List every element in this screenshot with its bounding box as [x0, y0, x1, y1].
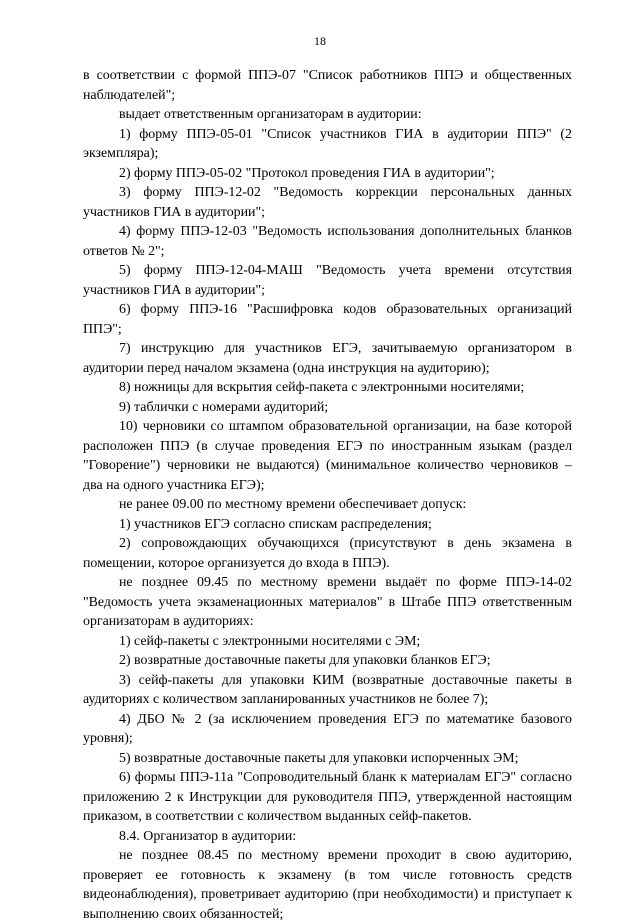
paragraph-staff-list: в соответствии с формой ППЭ-07 "Список работников ППЭ и общественных наблюдателей";	[83, 68, 572, 103]
list-item-materials-2: 2) возвратные доставочные пакеты для упаковки бланков ЕГЭ;	[119, 653, 491, 668]
list-item-6-form-16: 6) форму ППЭ-16 "Расшифровка кодов образовательных организаций ППЭ";	[83, 302, 572, 337]
list-item-10-drafts: 10) черновики со штампом образовательной организации, на базе которой расположен ППЭ (в случае проведения ЕГЭ по иностранным языкам (раздел "Говорение") черновики не выдаются) (минимальное количество черновиков – два на одного участника ЕГЭ);	[83, 419, 572, 493]
list-item-materials-4: 4) ДБО № 2 (за исключением проведения ЕГЭ по математике базового уровня);	[83, 711, 572, 746]
document-body	[83, 66, 572, 924]
page-number: 18	[314, 34, 326, 48]
list-item-admission-1: 1) участников ЕГЭ согласно спискам распределения;	[119, 516, 432, 532]
list-item-2-form-05-02: 2) форму ППЭ-05-02 "Протокол проведения ГИА в аудитории";	[119, 165, 495, 181]
paragraph-issues-to-organizers: выдает ответственным организаторам в аудитории:	[119, 107, 422, 122]
paragraph-organizer-duties: не позднее 08.45 по местному времени проходит в свою аудиторию, проверяет ее готовность к экзамену (в том числе готовность средств видеонаблюдения), проветривает аудиторию (при необходимости) и приступает к выполнению своих обязанностей;	[83, 848, 572, 922]
paragraph-issues-materials: не позднее 09.45 по местному времени выдаёт по форме ППЭ-14-02 "Ведомость учета экзаменационных материалов" в Штабе ППЭ ответственным организаторам в аудиториях:	[83, 575, 572, 629]
section-heading-8-4: 8.4. Организатор в аудитории:	[119, 828, 297, 844]
list-item-9-signs: 9) таблички с номерами аудиторий;	[119, 399, 329, 415]
list-item-8-scissors: 8) ножницы для вскрытия сейф-пакета с электронными носителями;	[119, 380, 525, 395]
list-item-3-form-12-02: 3) форму ППЭ-12-02 "Ведомость коррекции персональных данных участников ГИА в аудитории";	[83, 185, 572, 220]
list-item-materials-6: 6) формы ППЭ-11а "Сопроводительный бланк к материалам ЕГЭ" согласно приложению 2 к Инструкции для руководителя ППЭ, утвержденной настоящим приказом, в соответствии с количеством выданных сейф-пакетов.	[83, 770, 572, 824]
paragraph-admission: не ранее 09.00 по местному времени обеспечивает допуск:	[119, 497, 467, 512]
list-item-5-form-12-04: 5) форму ППЭ-12-04-МАШ "Ведомость учета времени отсутствия участников ГИА в аудитории";	[83, 263, 572, 298]
list-item-7-instruction: 7) инструкцию для участников ЕГЭ, зачитываемую организатором в аудитории перед началом экзамена (одна инструкция на аудиторию);	[83, 341, 572, 376]
list-item-materials-1: 1) сейф-пакеты с электронными носителями с ЭМ;	[119, 633, 421, 649]
list-item-4-form-12-03: 4) форму ППЭ-12-03 "Ведомость использования дополнительных бланков ответов № 2";	[83, 224, 572, 259]
list-item-1-form-05-01: 1) форму ППЭ-05-01 "Список участников ГИА в аудитории ППЭ" (2 экземпляра);	[83, 126, 572, 161]
list-item-admission-2: 2) сопровождающих обучающихся (присутствуют в день экзамена в помещении, которое организуется до входа в ППЭ).	[83, 536, 572, 571]
list-item-materials-3: 3) сейф-пакеты для упаковки КИМ (возвратные доставочные пакеты в аудиториях с количеством запланированных участников не более 7);	[83, 672, 572, 707]
list-item-materials-5: 5) возвратные доставочные пакеты для упаковки испорченных ЭМ;	[119, 750, 519, 766]
